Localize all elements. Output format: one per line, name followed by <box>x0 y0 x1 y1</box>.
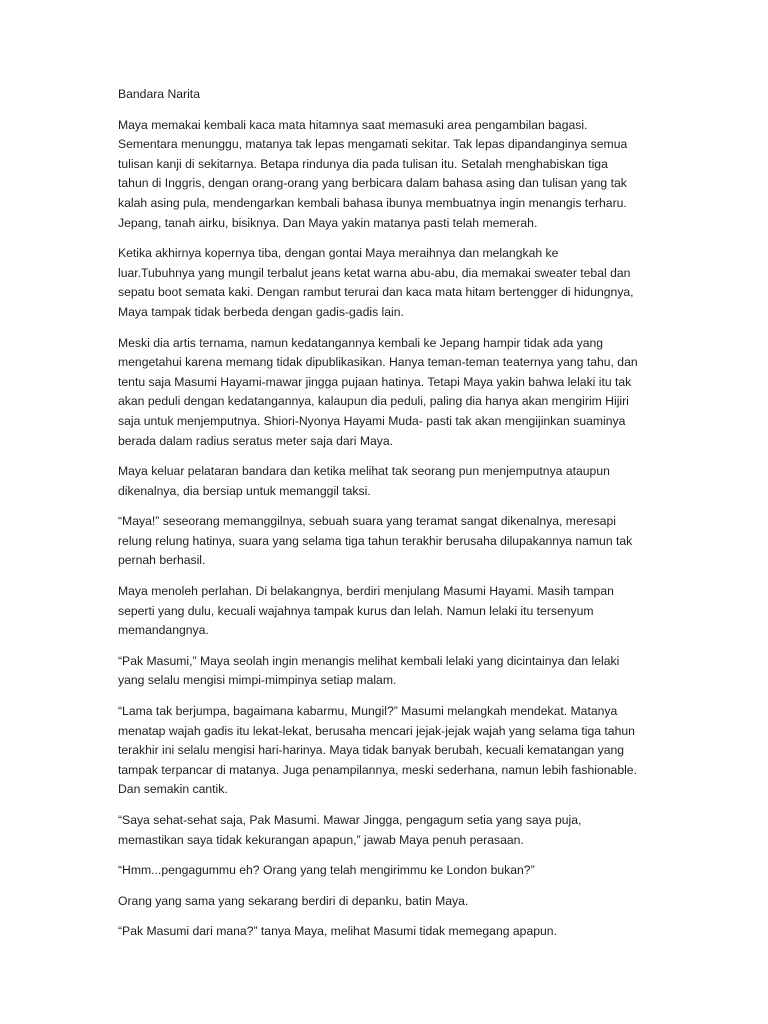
document-title: Bandara Narita <box>118 87 200 101</box>
paragraph: “Hmm...pengagummu eh? Orang yang telah mengirimmu ke London bukan?” <box>118 863 535 878</box>
paragraph: Ketika akhirnya kopernya tiba, dengan gontai Maya meraihnya dan melangkah ke luar.Tubuhnya yang mungil terbalut jeans ketat warna abu-abu, dia memakai sweater tebal dan sepatu boot semata kaki. Dengan rambut terurai dan kaca mata hitam bertengger di hidungnya, Maya tampak tidak berbeda dengan gadis-gadis lain. <box>118 246 634 319</box>
paragraph: “Lama tak berjumpa, bagaimana kabarmu, Mungil?” Masumi melangkah mendekat. Matanya menatap wajah gadis itu lekat-lekat, berusaha mencari jejak-jejak wajah yang selama tiga tahun terakhir ini selalu mengisi hari-harinya. Maya tidak banyak berubah, kecuali kematangan yang tampak terpancar di matanya. Juga penampilannya, meski sederhana, namun lebih fashionable. Dan semakin cantik. <box>118 704 637 797</box>
paragraph: “Pak Masumi dari mana?” tanya Maya, melihat Masumi tidak memegang apapun. <box>118 924 557 939</box>
paragraph: Maya menoleh perlahan. Di belakangnya, berdiri menjulang Masumi Hayami. Masih tampan seperti yang dulu, kecuali wajahnya tampak kurus dan lelah. Namun lelaki itu tersenyum memandangnya. <box>118 584 614 638</box>
paragraph: Maya memakai kembali kaca mata hitamnya saat memasuki area pengambilan bagasi. Sementara menunggu, matanya tak lepas mengamati sekitar. Tak lepas dipandanginya semua tulisan kanji di sekitarnya. Betapa rindunya dia pada tulisan itu. Setalah menghabiskan tiga tahun di Inggris, dengan orang-orang yang berbicara dalam bahasa asing dan tulisan yang tak kalah asing pula, mendengarkan kembali bahasa ibunya membuatnya ingin menangis terharu. Jepang, tanah airku, bisiknya. Dan Maya yakin matanya pasti telah memerah. <box>118 117 628 230</box>
paragraph: Orang yang sama yang sekarang berdiri di depanku, batin Maya. <box>118 893 469 908</box>
paragraph: “Maya!” seseorang memanggilnya, sebuah suara yang teramat sangat dikenalnya, meresapi relung relung hatinya, suara yang selama tiga tahun terakhir berusaha dilupakannya namun tak pernah berhasil. <box>118 514 633 568</box>
document-page <box>118 85 638 953</box>
paragraph: “Saya sehat-sehat saja, Pak Masumi. Mawar Jingga, pengagum setia yang saya puja, memastikan saya tidak kekurangan apapun,” jawab Maya penuh perasaan. <box>118 813 582 847</box>
paragraph: “Pak Masumi,” Maya seolah ingin menangis melihat kembali lelaki yang dicintainya dan lelaki yang selalu mengisi mimpi-mimpinya setiap malam. <box>118 653 620 688</box>
paragraph: Meski dia artis ternama, namun kedatangannya kembali ke Jepang hampir tidak ada yang mengetahui karena memang tidak dipublikasikan. Hanya teman-teman teaternya yang tahu, dan tentu saja Masumi Hayami-mawar jingga pujaan hatinya. Tetapi Maya yakin bahwa lelaki itu tak akan peduli dengan kedatangannya, kalaupun dia peduli, paling dia hanya akan mengirim Hijiri saja untuk menjemputnya. Shiori-Nyonya Hayami Muda- pasti tak akan mengijinkan suaminya berada dalam radius seratus meter saja dari Maya. <box>118 335 638 448</box>
paragraph: Maya keluar pelataran bandara dan ketika melihat tak seorang pun menjemputnya ataupun dikenalnya, dia bersiap untuk memanggil taksi. <box>118 464 610 498</box>
